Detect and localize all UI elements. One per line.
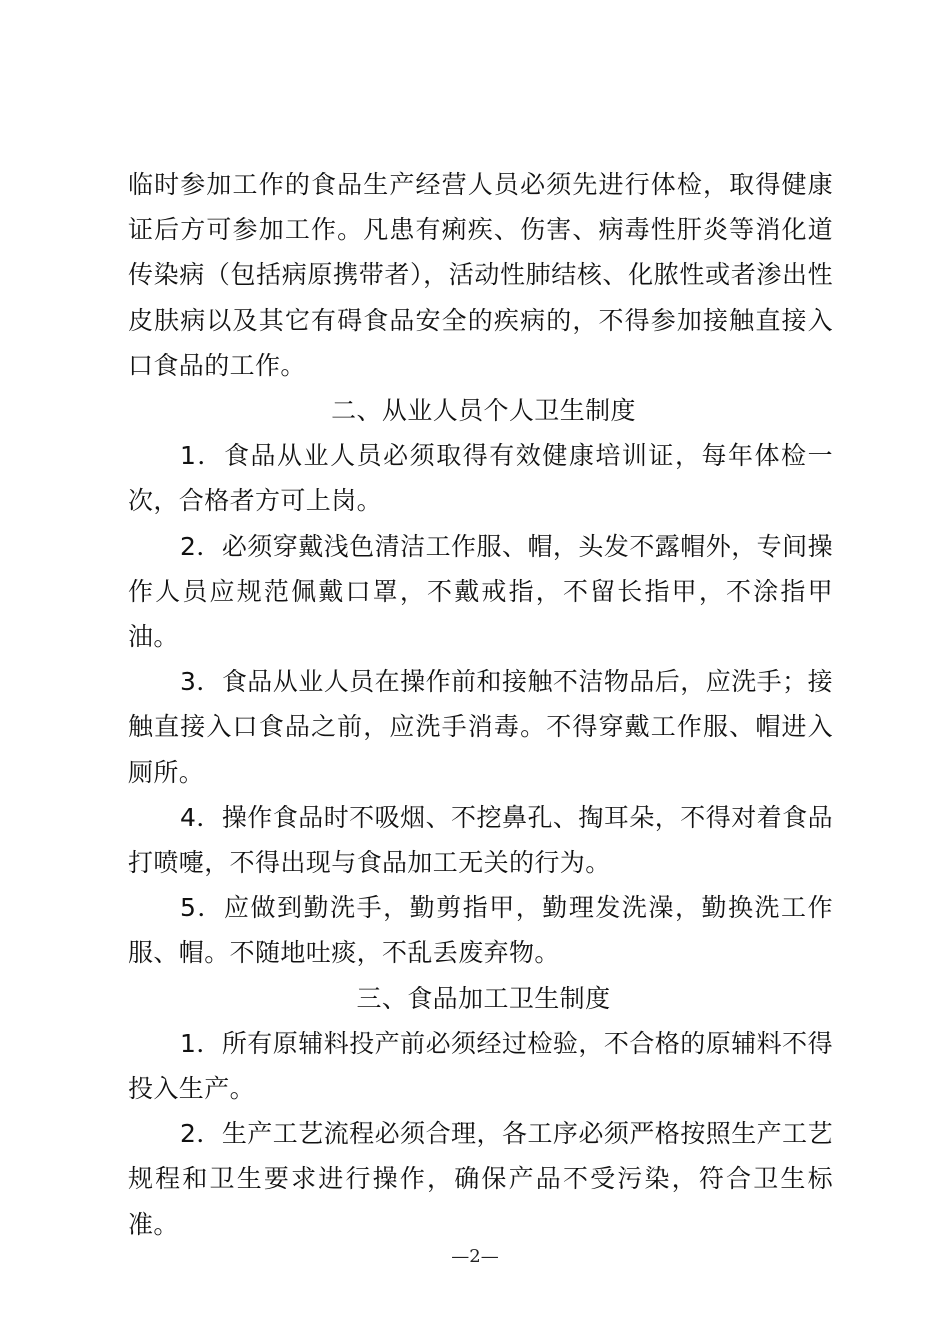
rule-item: 1．所有原辅料投产前必须经过检验，不合格的原辅料不得投入生产。 <box>128 1028 833 1104</box>
paragraph-continued: 临时参加工作的食品生产经营人员必须先进行体检，取得健康证后方可参加工作。凡患有痢疾、伤害、病毒性肝炎等消化道传染病（包括病原携带者），活动性肺结核、化脓性或者渗出性皮肤病以及其它有碍食品安全的疾病的，不得参加接触直接入口食品的工作。 <box>128 170 833 380</box>
rule-item: 2．生产工艺流程必须合理，各工序必须严格按照生产工艺规程和卫生要求进行操作，确保产品不受污染，符合卫生标准。 <box>128 1119 833 1239</box>
rule-item: 4．操作食品时不吸烟、不挖鼻孔、掏耳朵，不得对着食品打喷嚏，不得出现与食品加工无关的行为。 <box>128 802 833 878</box>
rule-item: 5．应做到勤洗手，勤剪指甲，勤理发洗澡，勤换洗工作服、帽。不随地吐痰，不乱丢废弃物。 <box>128 893 833 968</box>
section-heading-3: 三、食品加工卫生制度 <box>356 983 611 1013</box>
page-number: —2— <box>451 1246 499 1267</box>
rule-item: 3．食品从业人员在操作前和接触不洁物品后，应洗手；接触直接入口食品之前，应洗手消毒。不得穿戴工作服、帽进入厕所。 <box>128 667 833 787</box>
section-heading-2: 二、从业人员个人卫生制度 <box>331 396 636 426</box>
document-body <box>128 162 833 1247</box>
rule-item: 2．必须穿戴浅色清洁工作服、帽，头发不露帽外，专间操作人员应规范佩戴口罩，不戴戒指，不留长指甲，不涂指甲油。 <box>128 531 833 652</box>
rule-item: 1．食品从业人员必须取得有效健康培训证，每年体检一次，合格者方可上岗。 <box>128 441 833 516</box>
